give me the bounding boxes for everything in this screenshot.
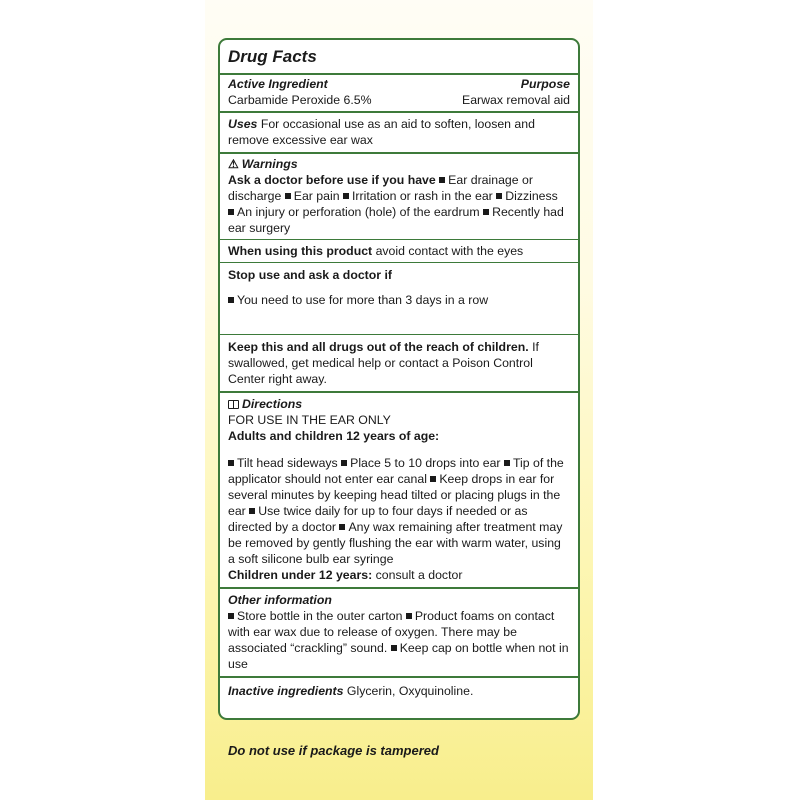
square-bullet-icon [249, 508, 255, 514]
ask-doctor-item: Ear pain [293, 189, 340, 203]
uses-heading: Uses [228, 117, 258, 131]
square-bullet-icon [430, 476, 436, 482]
other-item: Keep cap on bottle when not in use [228, 641, 569, 671]
inactive-ingredients-text: Glycerin, Oxyquinoline. [346, 684, 474, 698]
active-ingredient-heading: Active Ingredient [228, 77, 328, 91]
tamper-warning: Do not use if package is tampered [228, 743, 439, 758]
square-bullet-icon [343, 193, 349, 199]
ask-doctor-lead: Ask a doctor before use if you have [228, 173, 436, 187]
stop-use-heading: Stop use and ask a doctor if [228, 268, 392, 282]
square-bullet-icon [391, 645, 397, 651]
directions-items [228, 455, 570, 567]
ask-doctor-item: Dizziness [505, 189, 558, 203]
square-bullet-icon [439, 177, 445, 183]
square-bullet-icon [228, 209, 234, 215]
direction-item: Place 5 to 10 drops into ear [350, 456, 501, 470]
square-bullet-icon [504, 460, 510, 466]
ask-doctor-block [228, 172, 570, 239]
uses-text: For occasional use as an aid to soften, loosen and remove excessive ear wax [228, 117, 535, 147]
square-bullet-icon [406, 613, 412, 619]
drug-facts-panel [218, 38, 580, 720]
ask-doctor-item: Irritation or rash in the ear [351, 189, 493, 203]
square-bullet-icon [228, 460, 234, 466]
other-information-section [220, 589, 578, 678]
direction-item: Tip of the applicator should not enter ear canal [228, 456, 564, 486]
purpose-heading: Purpose [520, 77, 570, 91]
square-bullet-icon [285, 193, 291, 199]
when-using-block [220, 239, 578, 262]
keep-out-text: If swallowed, get medical help or contact a Poison Control Center right away. [228, 340, 539, 386]
inactive-ingredients-section [220, 678, 578, 702]
ask-doctor-item: Recently had ear surgery [228, 205, 564, 235]
directions-heading: Directions [242, 397, 303, 411]
square-bullet-icon [483, 209, 489, 215]
purpose-value: Earwax removal aid [462, 93, 570, 107]
ask-doctor-item: Ear drainage or discharge [228, 173, 533, 203]
other-item: Store bottle in the outer carton [237, 609, 403, 623]
other-item: Product foams on contact with ear wax due to release of oxygen. There may be associated “crackling” sound. [228, 609, 555, 655]
direction-item: Tilt head sideways [237, 456, 338, 470]
active-ingredient-value: Carbamide Peroxide 6.5% [228, 93, 372, 107]
stop-use-item: You need to use for more than 3 days in a row [237, 293, 489, 307]
children-text: consult a doctor [375, 568, 463, 582]
keep-out-lead: Keep this and all drugs out of the reach of children. [228, 340, 529, 354]
direction-item: Any wax remaining after treatment may be removed by gently flushing the ear with warm water, using a soft silicone bulb ear syringe [228, 520, 563, 566]
square-bullet-icon [496, 193, 502, 199]
adults-heading: Adults and children 12 years of age: [228, 429, 440, 443]
square-bullet-icon [341, 460, 347, 466]
active-ingredient-section [220, 75, 578, 113]
drug-facts-title: Drug Facts [220, 40, 578, 75]
square-bullet-icon [339, 524, 345, 530]
square-bullet-icon [228, 297, 234, 303]
book-icon [228, 400, 239, 409]
warnings-section [220, 154, 578, 393]
children-lead: Children under 12 years: [228, 568, 373, 582]
direction-item: Use twice daily for up to four days if needed or as directed by a doctor [228, 504, 528, 534]
direction-item: Keep drops in ear for several minutes by keeping head tilted or placing plugs in the ear [228, 472, 561, 518]
inactive-ingredients-heading: Inactive ingredients [228, 684, 344, 698]
uses-section [220, 113, 578, 154]
ask-doctor-item: An injury or perforation (hole) of the eardrum [237, 205, 480, 219]
warnings-heading: Warnings [241, 157, 298, 171]
warning-triangle-icon: ⚠ [228, 157, 239, 171]
when-using-lead: When using this product [228, 244, 373, 258]
stop-use-block [220, 262, 578, 334]
other-information-heading: Other information [228, 593, 332, 607]
directions-section [220, 393, 578, 589]
keep-out-block [220, 334, 578, 391]
when-using-text: avoid contact with the eyes [375, 244, 524, 258]
square-bullet-icon [228, 613, 234, 619]
ear-only-text: FOR USE IN THE EAR ONLY [228, 413, 391, 427]
